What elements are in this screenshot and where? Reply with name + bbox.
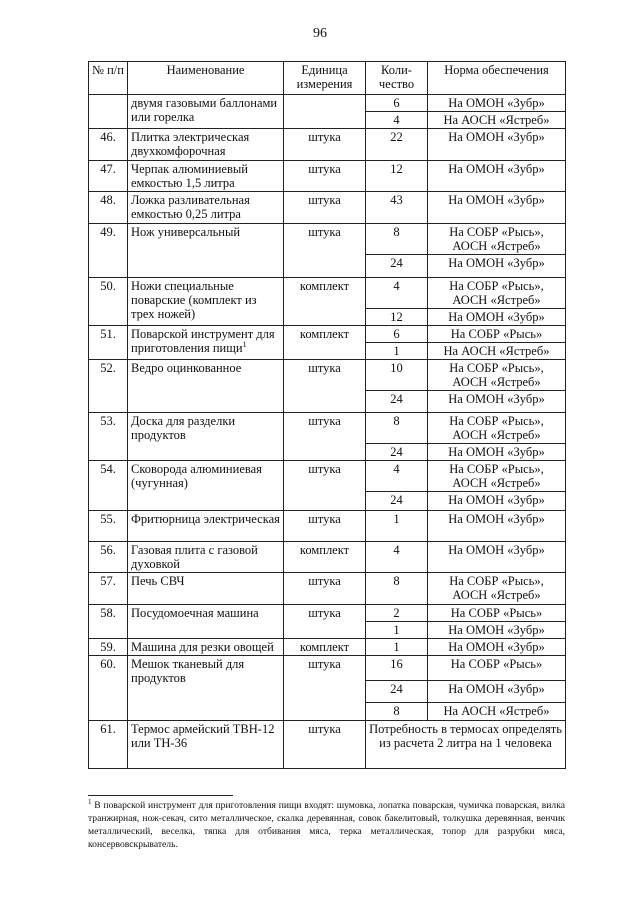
item-quantity: 1	[366, 639, 428, 656]
item-quantity: 8	[366, 413, 428, 444]
item-name	[128, 639, 284, 656]
table-row	[89, 161, 566, 192]
item-number: 48.	[89, 192, 128, 224]
item-unit	[284, 95, 366, 129]
item-name-text: Ложка разливательная емкостью 0,25 литра	[131, 193, 250, 221]
item-name-text: Машина для резки овощей	[131, 640, 274, 654]
item-number: 54.	[89, 461, 128, 511]
item-norm: На ОМОН «Зубр»	[428, 192, 566, 224]
item-norm: На АОСН «Ястреб»	[428, 343, 566, 360]
item-quantity: 16	[366, 656, 428, 681]
table-row	[89, 326, 566, 343]
item-number: 58.	[89, 605, 128, 639]
item-quantity: 4	[366, 542, 428, 573]
item-norm: На ОМОН «Зубр»	[428, 161, 566, 192]
item-norm: На СОБР «Рысь»	[428, 656, 566, 681]
table-row	[89, 129, 566, 161]
item-norm: На СОБР «Рысь», АОСН «Ястреб»	[428, 278, 566, 309]
item-norm: На ОМОН «Зубр»	[428, 639, 566, 656]
item-number: 53.	[89, 413, 128, 461]
footnote-mark: 1	[88, 797, 92, 806]
table-header-row	[89, 62, 566, 95]
item-name-text: Черпак алюминиевый емкостью 1,5 литра	[131, 162, 248, 190]
item-number: 51.	[89, 326, 128, 360]
item-unit: комплект	[284, 326, 366, 360]
item-quantity: 2	[366, 605, 428, 622]
item-norm: На СОБР «Рысь», АОСН «Ястреб»	[428, 224, 566, 255]
item-name-text: Газовая плита с газовой духовкой	[131, 543, 258, 571]
header-name: Наименование	[128, 62, 284, 95]
item-norm: На АОСН «Ястреб»	[428, 703, 566, 721]
table-row	[89, 639, 566, 656]
table-row	[89, 656, 566, 681]
item-name	[128, 129, 284, 161]
item-name	[128, 605, 284, 639]
item-quantity: 12	[366, 309, 428, 326]
table-row	[89, 461, 566, 492]
item-unit: штука	[284, 721, 366, 769]
item-quantity: 4	[366, 278, 428, 309]
header-qty: Коли- чество	[366, 62, 428, 95]
item-unit: комплект	[284, 542, 366, 573]
item-name	[128, 656, 284, 721]
item-name-text: Фритюрница электрическая	[131, 512, 280, 526]
item-name-text: Посудомоечная машина	[131, 606, 259, 620]
item-name	[128, 224, 284, 278]
table-row	[89, 413, 566, 444]
page-number: 96	[313, 26, 327, 41]
item-number	[89, 95, 128, 129]
item-name	[128, 161, 284, 192]
item-quantity: 8	[366, 573, 428, 605]
footnote-text: В поварской инструмент для приготовления пищи входят: шумовка, лопатка поварская, чумичка поварская, вилка транжирная, нож-секач, сито металлическое, скалка деревянная, совок бакелитовый, толкушка деревянная, венчик металлический, веселка, тяпка для отбивания мяса, терка металлическая, топор для разрубки мяса, консервовскрыватель.	[88, 800, 565, 850]
item-norm: На СОБР «Рысь», АОСН «Ястреб»	[428, 360, 566, 391]
table-row	[89, 542, 566, 573]
item-quantity: 4	[366, 461, 428, 492]
item-norm: На ОМОН «Зубр»	[428, 255, 566, 278]
item-unit: штука	[284, 224, 366, 278]
item-norm: На ОМОН «Зубр»	[428, 681, 566, 703]
item-unit: штука	[284, 360, 366, 413]
table-row	[89, 605, 566, 622]
item-norm: На АОСН «Ястреб»	[428, 112, 566, 129]
item-norm: На ОМОН «Зубр»	[428, 391, 566, 413]
item-quantity: 1	[366, 622, 428, 639]
item-name-text: Ведро оцинкованное	[131, 361, 242, 375]
table-row	[89, 95, 566, 112]
item-norm: На ОМОН «Зубр»	[428, 542, 566, 573]
item-name-text: Сковорода алюминиевая (чугунная)	[131, 462, 262, 490]
item-quantity: 10	[366, 360, 428, 391]
table-row	[89, 224, 566, 255]
item-quantity: 24	[366, 681, 428, 703]
item-number: 52.	[89, 360, 128, 413]
item-norm: На ОМОН «Зубр»	[428, 129, 566, 161]
item-quantity: 6	[366, 326, 428, 343]
header-norm: Норма обеспечения	[428, 62, 566, 95]
item-quantity: 24	[366, 255, 428, 278]
item-quantity: 8	[366, 224, 428, 255]
footnote	[88, 799, 565, 851]
item-name	[128, 413, 284, 461]
item-name-text: двумя газовыми баллонами или горелка	[131, 96, 278, 124]
table-row	[89, 192, 566, 224]
item-name-text: Плитка электрическая двухкомфорочная	[131, 130, 250, 158]
item-quantity: 24	[366, 444, 428, 461]
item-name	[128, 95, 284, 129]
header-unit: Единица измерения	[284, 62, 366, 95]
item-name-text: Термос армейский ТВН-12 или ТН-36	[131, 722, 275, 750]
item-name	[128, 511, 284, 542]
item-name	[128, 721, 284, 769]
item-quantity: 1	[366, 511, 428, 542]
item-name	[128, 573, 284, 605]
item-norm: На СОБР «Рысь», АОСН «Ястреб»	[428, 573, 566, 605]
item-number: 46.	[89, 129, 128, 161]
item-name	[128, 360, 284, 413]
item-name-text: Поварской инструмент для приготовления пищи	[131, 327, 275, 355]
item-unit: штука	[284, 413, 366, 461]
item-name	[128, 278, 284, 326]
footnote-reference: 1	[242, 339, 247, 349]
item-unit: штука	[284, 656, 366, 721]
table-row	[89, 721, 566, 769]
item-name-text: Ножи специальные поварские (комплект из трех ножей)	[131, 279, 257, 321]
table-row	[89, 511, 566, 542]
item-unit: штука	[284, 511, 366, 542]
item-name	[128, 542, 284, 573]
norms-table	[88, 61, 566, 769]
item-name-text: Печь СВЧ	[131, 574, 185, 588]
item-requirement-note: Потребность в термосах определять из расчета 2 литра на 1 человека	[366, 721, 566, 769]
item-number: 50.	[89, 278, 128, 326]
header-num: № п/п	[89, 62, 128, 95]
item-name-text: Нож универсальный	[131, 225, 241, 239]
item-quantity: 43	[366, 192, 428, 224]
item-number: 59.	[89, 639, 128, 656]
item-number: 56.	[89, 542, 128, 573]
item-name	[128, 461, 284, 511]
item-number: 47.	[89, 161, 128, 192]
item-norm: На ОМОН «Зубр»	[428, 309, 566, 326]
item-norm: На ОМОН «Зубр»	[428, 444, 566, 461]
item-quantity: 12	[366, 161, 428, 192]
item-quantity: 8	[366, 703, 428, 721]
item-unit: комплект	[284, 639, 366, 656]
item-quantity: 1	[366, 343, 428, 360]
item-name-text: Доска для разделки продуктов	[131, 414, 236, 442]
item-norm: На ОМОН «Зубр»	[428, 492, 566, 511]
item-name	[128, 192, 284, 224]
item-name-text: Мешок тканевый для продуктов	[131, 657, 245, 685]
item-unit: штука	[284, 129, 366, 161]
item-norm: На СОБР «Рысь»	[428, 605, 566, 622]
item-number: 57.	[89, 573, 128, 605]
item-number: 49.	[89, 224, 128, 278]
item-unit: штука	[284, 605, 366, 639]
table-row	[89, 360, 566, 391]
item-number: 60.	[89, 656, 128, 721]
item-quantity: 4	[366, 112, 428, 129]
item-number: 61.	[89, 721, 128, 769]
item-name	[128, 326, 284, 360]
table-body	[89, 95, 566, 769]
item-unit: штука	[284, 461, 366, 511]
item-quantity: 24	[366, 391, 428, 413]
item-norm: На ОМОН «Зубр»	[428, 622, 566, 639]
item-norm: На ОМОН «Зубр»	[428, 95, 566, 112]
item-norm: На СОБР «Рысь»	[428, 326, 566, 343]
item-quantity: 22	[366, 129, 428, 161]
item-quantity: 24	[366, 492, 428, 511]
item-norm: На СОБР «Рысь», АОСН «Ястреб»	[428, 413, 566, 444]
item-number: 55.	[89, 511, 128, 542]
footnote-divider	[88, 795, 233, 796]
item-unit: штука	[284, 573, 366, 605]
item-unit: штука	[284, 192, 366, 224]
table-row	[89, 278, 566, 309]
item-norm: На СОБР «Рысь», АОСН «Ястреб»	[428, 461, 566, 492]
item-unit: штука	[284, 161, 366, 192]
item-norm: На ОМОН «Зубр»	[428, 511, 566, 542]
table-row	[89, 573, 566, 605]
item-unit: комплект	[284, 278, 366, 326]
item-quantity: 6	[366, 95, 428, 112]
